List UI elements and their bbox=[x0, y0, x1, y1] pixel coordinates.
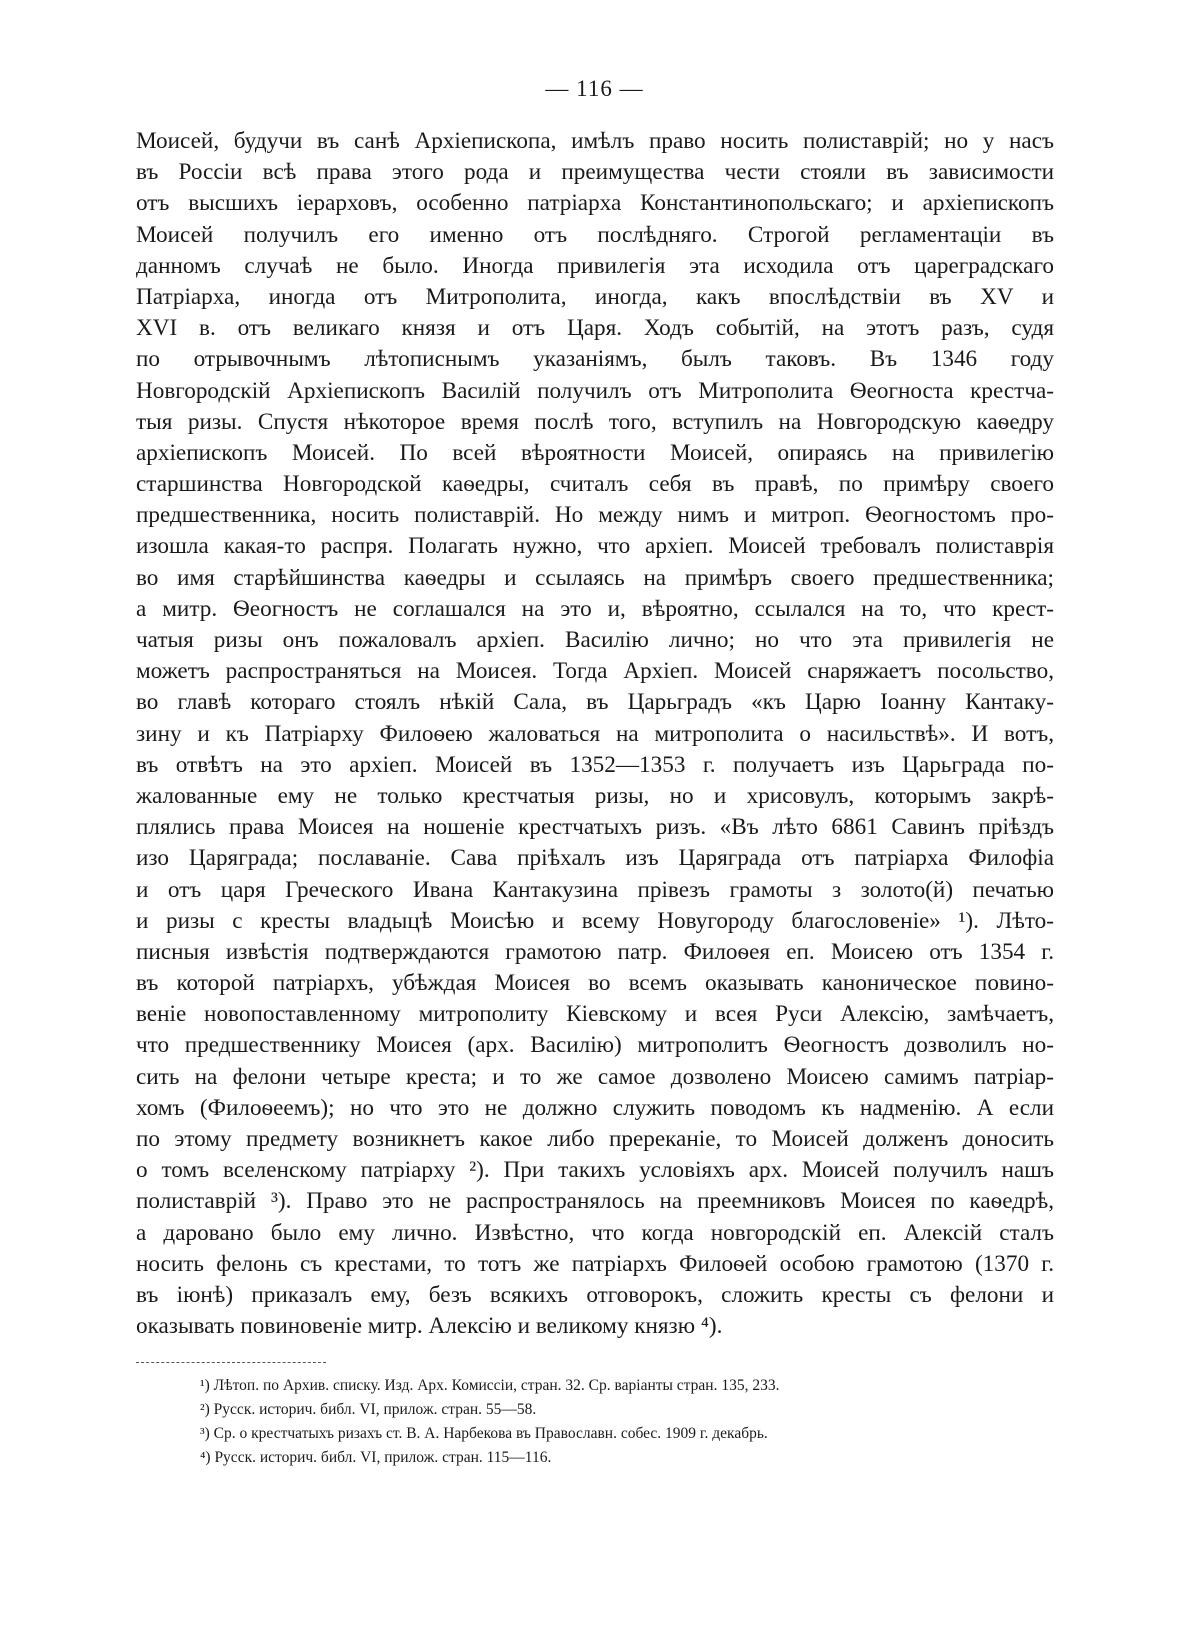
text-line: во имя старѣйшинства каѳедры и ссылаясь на примѣръ своего предшественника; bbox=[136, 564, 1054, 591]
text-line: что предшественнику Моисея (арх. Василію) митрополитъ Ѳеогностъ дозволилъ но- bbox=[136, 1032, 1054, 1059]
footnote: ¹) Лѣтоп. по Архив. списку. Изд. Арх. Комиссіи, стран. 32. Ср. варіанты стран. 135, 233. bbox=[200, 1377, 780, 1394]
text-line: предшественника, носить полиставрій. Но между нимъ и митроп. Ѳеогностомъ про- bbox=[136, 502, 1054, 529]
text-line: старшинства Новгородской каѳедры, считалъ себя въ правѣ, по примѣру своего bbox=[136, 471, 1054, 498]
text-line: въ іюнѣ) приказалъ ему, безъ всякихъ отговорокъ, сложить кресты съ фелони и bbox=[136, 1281, 1054, 1308]
body-text bbox=[136, 126, 1054, 1342]
text-line: данномъ случаѣ не было. Иногда привилегія эта исходила отъ цареградскаго bbox=[136, 252, 1054, 279]
text-line: въ Россіи всѣ права этого рода и преимущества чести стояли въ зависимости bbox=[136, 159, 1054, 186]
text-line: Моисей получилъ его именно отъ послѣдняго. Строгой регламентаціи въ bbox=[136, 221, 1054, 248]
text-line: Моисей, будучи въ санѣ Архіепископа, имѣлъ право носить полиставрій; но у насъ bbox=[136, 128, 1054, 154]
text-line: а митр. Ѳеогностъ не соглашался на это и, вѣроятно, ссылался на то, что крест- bbox=[136, 595, 1054, 622]
text-line: хомъ (Филоѳеемъ); но что это не должно служить поводомъ къ надменію. А если bbox=[136, 1094, 1054, 1121]
footnote-divider bbox=[136, 1362, 326, 1363]
text-line: и ризы с кресты владыцѣ Моисѣю и всему Новугороду благословеніе» ¹). Лѣто- bbox=[136, 907, 1054, 934]
text-line: о томъ вселенскому патріарху ²). При такихъ условіяхъ арх. Моисей получилъ нашъ bbox=[136, 1157, 1054, 1184]
text-line: жалованные ему не только крестчатыя ризы, но и хрисовулъ, которымъ закрѣ- bbox=[136, 782, 1054, 809]
text-line: во главѣ котораго стоялъ нѣкій Сала, въ Царьградъ «къ Царю Іоанну Кантаку- bbox=[136, 689, 1054, 716]
text-line: въ отвѣтъ на это архіеп. Моисей въ 1352—1353 г. получаетъ изъ Царьграда по- bbox=[136, 751, 1054, 778]
text-line: XVI в. отъ великаго князя и отъ Царя. Ходъ событій, на этотъ разъ, судя bbox=[136, 315, 1054, 342]
text-line: полиставрій ³). Право это не распространялось на преемниковъ Моисея по каѳедрѣ, bbox=[136, 1188, 1054, 1215]
text-line: Патріарха, иногда отъ Митрополита, иногда, какъ впослѣдствіи въ XV и bbox=[136, 283, 1054, 310]
footnote: ³) Ср. о крестчатыхъ ризахъ ст. В. А. Нарбекова въ Православн. собес. 1909 г. декабрь. bbox=[200, 1425, 768, 1442]
text-line: отъ высшихъ іерарховъ, особенно патріарха Константинопольскаго; и архіепископъ bbox=[136, 190, 1054, 217]
text-line: зину и къ Патріарху Филоѳею жаловаться на митрополита о насильствѣ». И вотъ, bbox=[136, 720, 1054, 747]
text-line: по отрывочнымъ лѣтописнымъ указаніямъ, былъ таковъ. Въ 1346 году bbox=[136, 346, 1054, 373]
page-number: — 116 — bbox=[545, 76, 644, 101]
footnote: ²) Русск. историч. библ. VI, прилож. стран. 55—58. bbox=[200, 1401, 537, 1418]
text-line: сить на фелони четыре креста; и то же самое дозволено Моисею самимъ патріар- bbox=[136, 1063, 1054, 1090]
text-line: чатыя ризы онъ пожаловалъ архіеп. Василію лично; но что эта привилегія не bbox=[136, 627, 1054, 653]
text-line: въ которой патріархъ, убѣждая Моисея во всемъ оказывать каноническое повино- bbox=[136, 970, 1054, 997]
text-line: носить фелонь съ крестами, то тотъ же патріархъ Филоѳей особою грамотою (1370 г. bbox=[136, 1250, 1054, 1277]
text-line: Новгородскій Архіепископъ Василій получилъ отъ Митрополита Ѳеогноста крестча- bbox=[136, 377, 1054, 404]
footnotes bbox=[200, 1374, 1000, 1470]
text-line: изо Царяграда; пославаніе. Сава пріѣхалъ изъ Царяграда отъ патріарха Филофіа bbox=[136, 845, 1054, 872]
text-line: и отъ царя Греческого Ивана Кантакузина прівезъ грамоты з золото(й) печатью bbox=[136, 876, 1054, 903]
text-line: архіепископъ Моисей. По всей вѣроятности Моисей, опираясь на привилегію bbox=[136, 439, 1054, 466]
text-line: оказывать повиновеніе митр. Алексію и великому князю ⁴). bbox=[136, 1313, 723, 1340]
text-line: изошла какая-то распря. Полагать нужно, что архіеп. Моисей требовалъ полиставрія bbox=[136, 533, 1054, 560]
text-line: тыя ризы. Спустя нѣкоторое время послѣ того, вступилъ на Новгородскую каѳедру bbox=[136, 408, 1054, 435]
text-line: плялись права Моисея на ношеніе крестчатыхъ ризъ. «Въ лѣто 6861 Савинъ пріѣздъ bbox=[136, 814, 1054, 841]
text-line: по этому предмету возникнетъ какое либо пререканіе, то Моисей долженъ доносить bbox=[136, 1126, 1054, 1152]
text-line: веніе новопоставленному митрополиту Кіевскому и всея Руси Алексію, замѣчаетъ, bbox=[136, 1001, 1054, 1028]
footnote: ⁴) Русск. историч. библ. VI, прилож. стран. 115—116. bbox=[200, 1449, 552, 1466]
text-line: можетъ распространяться на Моисея. Тогда Архіеп. Моисей снаряжаетъ посольство, bbox=[136, 658, 1054, 685]
text-line: писныя извѣстія подтверждаются грамотою патр. Филоѳея еп. Моисею отъ 1354 г. bbox=[136, 938, 1054, 965]
text-line: а даровано было ему лично. Извѣстно, что когда новгородскій еп. Алексій сталъ bbox=[136, 1219, 1054, 1246]
